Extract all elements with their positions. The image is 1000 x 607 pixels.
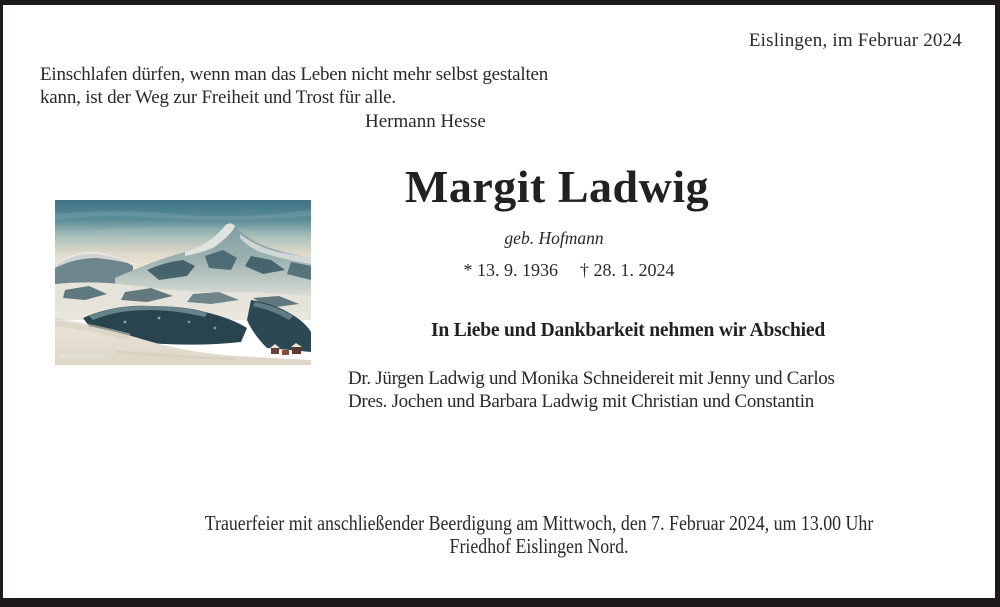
funeral-info <box>146 512 933 558</box>
quote-line-1: Einschlafen dürfen, wenn man das Leben nicht mehr selbst gestalten <box>40 64 549 85</box>
dateline: Eislingen, im Februar 2024 <box>748 30 962 51</box>
farewell-line: In Liebe und Dankbarkeit nehmen wir Abschied <box>431 320 825 341</box>
quote-attribution: Hermann Hesse <box>365 111 486 132</box>
birth-date: * 13. 9. 1936 <box>463 260 558 280</box>
quote-line-2: kann, ist der Weg zur Freiheit und Trost für alle. <box>40 86 396 108</box>
funeral-line-1: Trauerfeier mit anschließender Beerdigung am Mittwoch, den 7. Februar 2024, um 13.00 Uhr <box>204 511 874 535</box>
winter-landscape-photo <box>55 200 311 365</box>
maiden-name: geb. Hofmann <box>504 228 604 248</box>
life-dates <box>464 260 675 281</box>
mourner-line-2: Dres. Jochen und Barbara Ladwig mit Christian und Constantin <box>348 390 814 412</box>
quote <box>40 64 560 109</box>
funeral-line-2: Friedhof Eislingen Nord. <box>449 534 629 558</box>
mourners <box>348 368 835 413</box>
deceased-name: Margit Ladwig <box>404 161 710 212</box>
death-date: † 28. 1. 2024 <box>580 260 675 280</box>
mourner-line-1: Dr. Jürgen Ladwig und Monika Schneidereit mit Jenny und Carlos <box>348 368 835 389</box>
